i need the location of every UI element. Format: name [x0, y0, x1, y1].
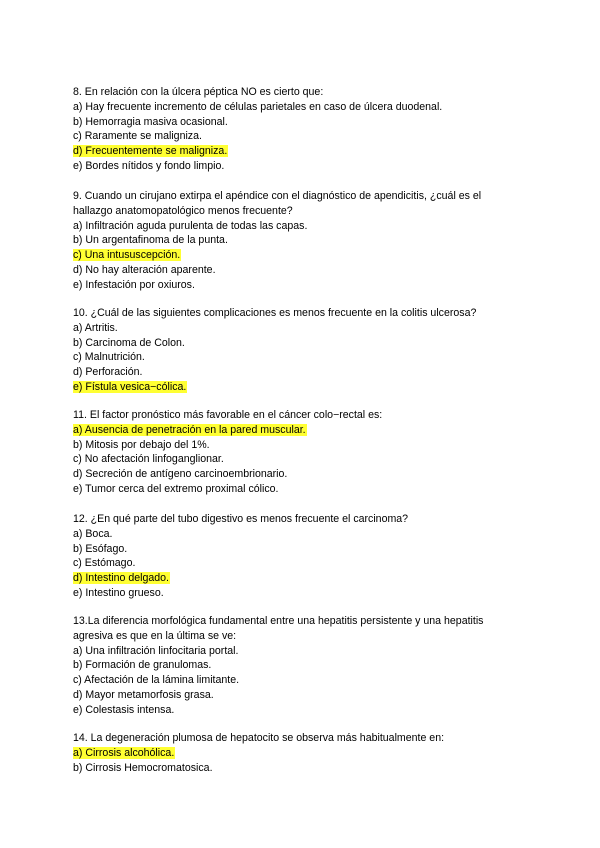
highlighted-answer: d) Intestino delgado. [73, 572, 170, 585]
option-text: c) No afectación linfoganglionar. [73, 453, 224, 466]
option-text: c) Malnutrición. [73, 351, 145, 364]
question-stem-continuation: agresiva es que en la última se ve: [73, 629, 237, 642]
option-text: c) Raramente se maligniza. [73, 130, 202, 143]
answer-option-a [73, 423, 533, 438]
answer-option-e [73, 703, 533, 718]
answer-option-b [73, 438, 533, 453]
answer-option-b [73, 542, 533, 557]
answer-option-d [73, 144, 533, 159]
option-text: d) Perforación. [73, 366, 143, 379]
question-stem: 10. ¿Cuál de las siguientes complicaciones es menos frecuente en la colitis ulcerosa? [73, 307, 477, 319]
answer-option-b [73, 658, 533, 673]
option-text: b) Un argentafinoma de la punta. [73, 234, 228, 247]
option-text: e) Intestino grueso. [73, 586, 164, 599]
answer-option-a [73, 644, 533, 659]
question-8 [73, 85, 533, 174]
option-text: e) Infestación por oxiuros. [73, 278, 195, 291]
option-text: a) Boca. [73, 527, 113, 540]
answer-option-d [73, 688, 533, 703]
option-text: a) Una infiltración linfocitaria portal. [73, 644, 239, 657]
question-stem: 14. La degeneración plumosa de hepatocito se observa más habitualmente en: [73, 732, 445, 744]
highlighted-answer: d) Frecuentemente se maligniza. [73, 145, 228, 158]
option-text: b) Mitosis por debajo del 1%. [73, 438, 210, 451]
answer-option-a [73, 527, 533, 542]
question-12 [73, 512, 533, 601]
option-text: b) Formación de granulomas. [73, 659, 212, 672]
answer-option-c [73, 129, 533, 144]
highlighted-answer: c) Una intususcepción. [73, 249, 181, 262]
option-text: d) Mayor metamorfosis grasa. [73, 688, 214, 701]
answer-option-b [73, 233, 533, 248]
answer-option-e [73, 482, 533, 497]
answer-option-c [73, 556, 533, 571]
answer-option-b [73, 761, 533, 776]
answer-option-c [73, 673, 533, 688]
highlighted-answer: a) Cirrosis alcohólica. [73, 746, 175, 759]
highlighted-answer: e) Fístula vesica−cólica. [73, 380, 187, 393]
option-text: a) Artritis. [73, 321, 118, 334]
answer-option-e [73, 380, 533, 395]
answer-option-a [73, 219, 533, 234]
option-text: d) Secreción de antígeno carcinoembrionario. [73, 468, 288, 481]
option-text: e) Bordes nítidos y fondo limpio. [73, 159, 225, 172]
option-text: e) Tumor cerca del extremo proximal cólico. [73, 482, 279, 495]
answer-option-d [73, 467, 533, 482]
answer-option-e [73, 159, 533, 174]
answer-option-e [73, 586, 533, 601]
option-text: a) Infiltración aguda purulenta de todas las capas. [73, 219, 308, 232]
option-text: d) No hay alteración aparente. [73, 263, 216, 276]
question-stem: 9. Cuando un cirujano extirpa el apéndice con el diagnóstico de apendicitis, ¿cuál es el [73, 190, 482, 202]
option-text: b) Esófago. [73, 542, 128, 555]
answer-option-b [73, 115, 533, 130]
question-stem-continuation: hallazgo anatomopatológico menos frecuente? [73, 204, 293, 217]
question-10 [73, 306, 533, 395]
question-11 [73, 408, 533, 497]
answer-option-a [73, 746, 533, 761]
answer-option-b [73, 336, 533, 351]
answer-option-c [73, 350, 533, 365]
option-text: c) Afectación de la lámina limitante. [73, 674, 240, 687]
answer-option-c [73, 452, 533, 467]
answer-option-d [73, 263, 533, 278]
question-stem: 13.La diferencia morfológica fundamental entre una hepatitis persistente y una hepatitis [73, 615, 484, 627]
option-text: e) Colestasis intensa. [73, 703, 175, 716]
option-text: b) Carcinoma de Colon. [73, 336, 185, 349]
question-9 [73, 189, 533, 293]
answer-option-e [73, 278, 533, 293]
answer-option-a [73, 321, 533, 336]
answer-option-a [73, 100, 533, 115]
option-text: c) Estómago. [73, 557, 136, 570]
question-stem: 11. El factor pronóstico más favorable en el cáncer colo−rectal es: [73, 409, 383, 421]
question-stem: 12. ¿En qué parte del tubo digestivo es menos frecuente el carcinoma? [73, 513, 409, 525]
option-text: b) Hemorragia masiva ocasional. [73, 115, 228, 128]
question-14 [73, 731, 533, 775]
option-text: a) Hay frecuente incremento de células parietales en caso de úlcera duodenal. [73, 100, 443, 113]
answer-option-d [73, 571, 533, 586]
option-text: b) Cirrosis Hemocromatosica. [73, 761, 213, 774]
question-stem: 8. En relación con la úlcera péptica NO es cierto que: [73, 86, 324, 98]
answer-option-d [73, 365, 533, 380]
highlighted-answer: a) Ausencia de penetración en la pared muscular. [73, 423, 306, 436]
answer-option-c [73, 248, 533, 263]
question-13 [73, 614, 533, 718]
